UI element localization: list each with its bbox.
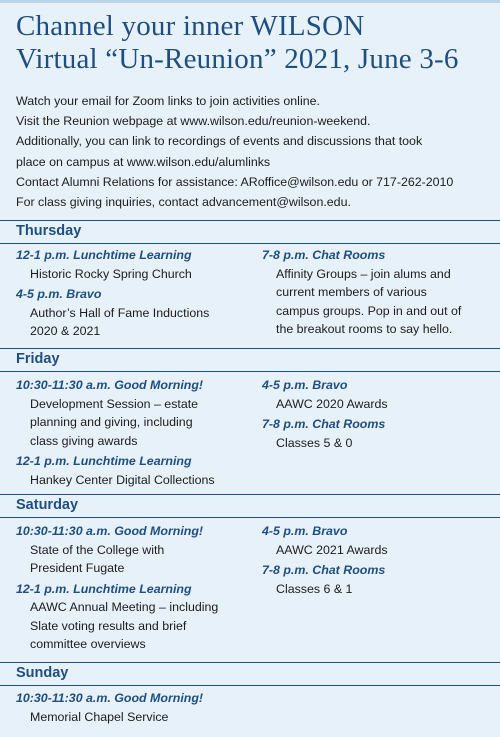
- event-description: Affinity Groups – join alums and: [276, 266, 451, 281]
- event-description: Development Session – estate: [30, 396, 199, 411]
- top-border: [0, 0, 500, 3]
- event-description: current members of various: [276, 285, 427, 299]
- event-description: Historic Rocky Spring Church: [30, 266, 192, 281]
- day-label: Thursday: [16, 223, 82, 239]
- schedule-column-right: [262, 376, 498, 454]
- intro-line: Watch your email for Zoom links to join activities online.: [16, 94, 320, 108]
- day-label: Friday: [16, 351, 60, 367]
- event-description: the breakout rooms to say hello.: [276, 322, 453, 336]
- event-description: Author’s Hall of Fame Inductions: [30, 305, 210, 320]
- event-time: 12-1 p.m. Lunchtime Learning: [16, 248, 192, 262]
- event: [16, 246, 256, 283]
- event-description: class giving awards: [30, 433, 138, 448]
- event-time: 4-5 p.m. Bravo: [262, 378, 348, 392]
- event-time: 7-8 p.m. Chat Rooms: [262, 248, 386, 262]
- day-header-sunday: [0, 662, 500, 685]
- divider: [0, 243, 500, 244]
- event: [262, 415, 498, 452]
- event: [16, 376, 256, 450]
- divider: [0, 517, 500, 518]
- day-header-friday: [0, 348, 500, 371]
- event: [16, 580, 256, 654]
- event: [262, 522, 498, 559]
- schedule-column-left: [16, 246, 256, 343]
- event-time: 7-8 p.m. Chat Rooms: [262, 417, 386, 431]
- event-description: Classes 6 & 1: [276, 581, 353, 596]
- event-description: President Fugate: [30, 561, 125, 575]
- schedule-column-left: [16, 376, 256, 491]
- event-description: Memorial Chapel Service: [30, 709, 169, 724]
- divider: [0, 685, 500, 686]
- event: [16, 452, 256, 489]
- intro-line: place on campus at www.wilson.edu/alumlinks: [16, 154, 271, 169]
- intro-text: [16, 91, 496, 212]
- event-description: campus groups. Pop in and out of: [276, 303, 462, 318]
- event-description: State of the College with: [30, 542, 165, 557]
- intro-line: For class giving inquiries, contact advancement@wilson.edu.: [16, 195, 351, 210]
- day-header-saturday: [0, 494, 500, 517]
- event-description: Slate voting results and brief: [30, 618, 187, 633]
- intro-line: Additionally, you can link to recordings of events and discussions that took: [16, 134, 423, 149]
- event: [262, 376, 498, 413]
- day-label: Sunday: [16, 665, 69, 681]
- schedule-column-left: [16, 689, 256, 728]
- intro-line: Contact Alumni Relations for assistance: ARoffice@wilson.edu or 717-262-2010: [16, 174, 454, 189]
- event-description: committee overviews: [30, 637, 146, 651]
- title-line-1: Channel your inner WILSON: [16, 10, 365, 42]
- event-time: 12-1 p.m. Lunchtime Learning: [16, 454, 192, 468]
- event: [16, 522, 256, 578]
- event: [16, 689, 256, 726]
- event-description: planning and giving, including: [30, 415, 193, 429]
- event-description: Hankey Center Digital Collections: [30, 472, 215, 487]
- intro-line: Visit the Reunion webpage at www.wilson.edu/reunion-weekend.: [16, 114, 371, 129]
- event-time: 4-5 p.m. Bravo: [262, 524, 348, 538]
- divider: [0, 371, 500, 372]
- event: [16, 285, 256, 341]
- event-description: AAWC 2021 Awards: [276, 542, 388, 557]
- event-description: 2020 & 2021: [30, 324, 101, 338]
- event-description: AAWC 2020 Awards: [276, 396, 388, 411]
- event: [262, 246, 498, 339]
- event-description: AAWC Annual Meeting – including: [30, 600, 219, 614]
- day-header-thursday: [0, 220, 500, 243]
- schedule-column-left: [16, 522, 256, 656]
- event-time: 12-1 p.m. Lunchtime Learning: [16, 581, 192, 596]
- event-time: 10:30-11:30 a.m. Good Morning!: [16, 378, 204, 392]
- schedule-column-right: [262, 522, 498, 600]
- title-line-2: Virtual “Un-Reunion” 2021, June 3-6: [16, 43, 459, 75]
- page-title: [16, 10, 496, 76]
- event-time: 4-5 p.m. Bravo: [16, 287, 102, 301]
- event-time: 10:30-11:30 a.m. Good Morning!: [16, 524, 204, 538]
- day-label: Saturday: [16, 497, 79, 513]
- event-time: 10:30-11:30 a.m. Good Morning!: [16, 691, 204, 705]
- event-time: 7-8 p.m. Chat Rooms: [262, 563, 386, 577]
- schedule-column-right: [262, 246, 498, 341]
- event: [262, 561, 498, 598]
- event-description: Classes 5 & 0: [276, 435, 353, 450]
